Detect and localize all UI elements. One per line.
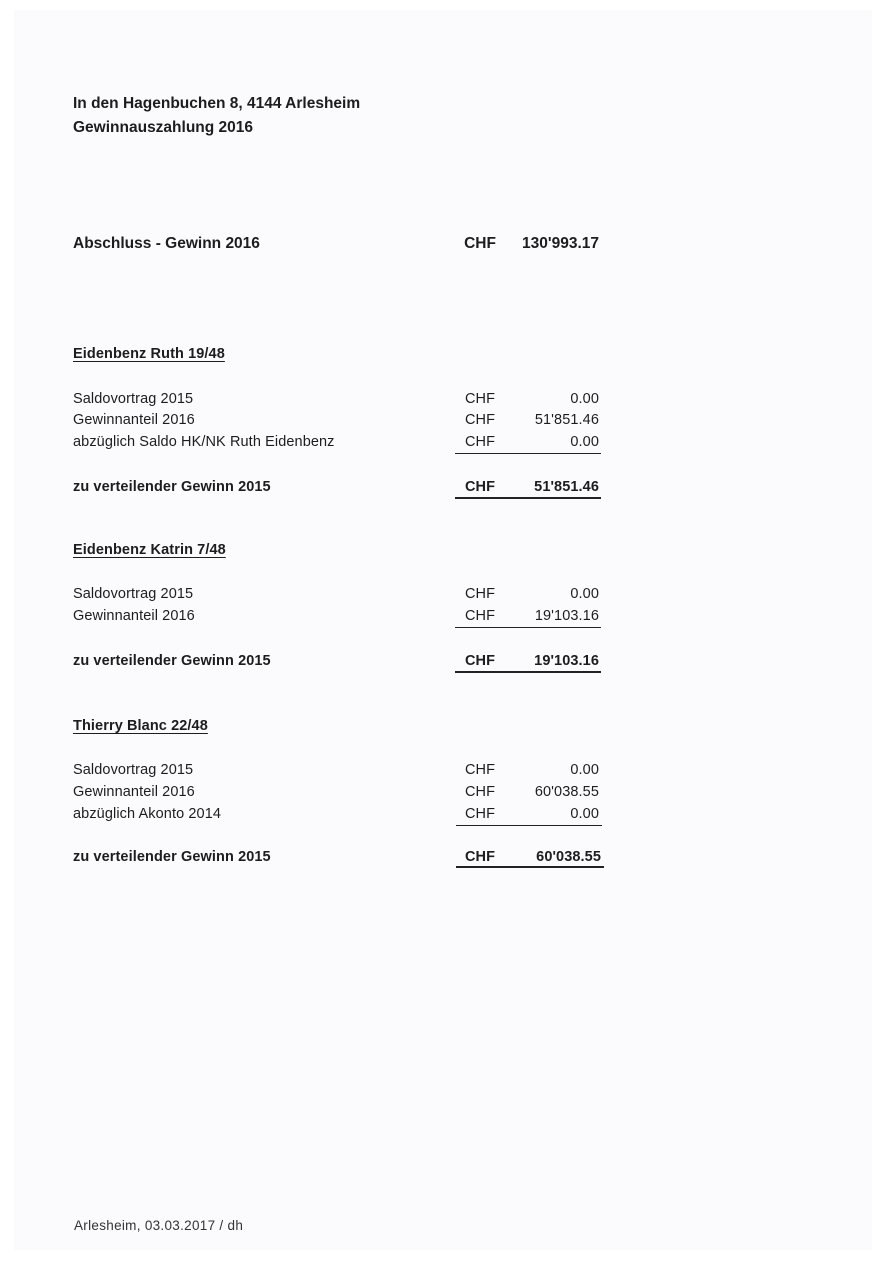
- row-currency: CHF: [464, 412, 496, 428]
- result-currency: CHF: [464, 479, 496, 495]
- row-label: Saldovortrag 2015: [73, 586, 194, 602]
- row-label: Saldovortrag 2015: [73, 762, 194, 778]
- result-amount: 60'038.55: [536, 849, 601, 865]
- row-amount: 0.00: [570, 806, 599, 822]
- total-label: Abschluss - Gewinn 2016: [73, 235, 260, 252]
- row-currency: CHF: [464, 762, 496, 778]
- document-address: In den Hagenbuchen 8, 4144 Arlesheim: [73, 95, 361, 112]
- result-currency: CHF: [464, 653, 496, 669]
- row-amount: 0.00: [570, 762, 599, 778]
- result-amount: 19'103.16: [534, 653, 599, 669]
- total-rule: [456, 866, 604, 868]
- sum-rule: [455, 627, 601, 628]
- row-label: Gewinnanteil 2016: [73, 412, 195, 428]
- row-label: Gewinnanteil 2016: [73, 784, 195, 800]
- section-title-ruth: Eidenbenz Ruth 19/48: [73, 346, 225, 362]
- row-label: Gewinnanteil 2016: [73, 608, 195, 624]
- row-amount: 0.00: [570, 586, 599, 602]
- total-rule: [455, 671, 601, 673]
- result-amount: 51'851.46: [534, 479, 599, 495]
- result-label: zu verteilender Gewinn 2015: [73, 479, 271, 495]
- result-currency: CHF: [464, 849, 496, 865]
- section-title-katrin: Eidenbenz Katrin 7/48: [73, 542, 226, 558]
- row-label: abzüglich Saldo HK/NK Ruth Eidenbenz: [73, 434, 335, 450]
- row-label: Saldovortrag 2015: [73, 391, 194, 407]
- row-amount: 51'851.46: [534, 412, 599, 428]
- row-amount: 60'038.55: [534, 784, 599, 800]
- row-currency: CHF: [464, 586, 496, 602]
- result-label: zu verteilender Gewinn 2015: [73, 653, 271, 669]
- row-label: abzüglich Akonto 2014: [73, 806, 222, 822]
- total-currency: CHF: [464, 235, 496, 252]
- section-title-thierry: Thierry Blanc 22/48: [73, 718, 208, 734]
- sum-rule: [455, 453, 601, 454]
- row-amount: 19'103.16: [534, 608, 599, 624]
- row-currency: CHF: [464, 391, 496, 407]
- row-amount: 0.00: [570, 391, 599, 407]
- row-currency: CHF: [464, 434, 496, 450]
- row-currency: CHF: [464, 806, 496, 822]
- row-amount: 0.00: [570, 434, 599, 450]
- document-page: [14, 10, 872, 1250]
- footer-place-date: Arlesheim, 03.03.2017 / dh: [74, 1218, 244, 1233]
- total-amount: 130'993.17: [522, 235, 599, 252]
- document-subject: Gewinnauszahlung 2016: [73, 119, 254, 136]
- sum-rule: [456, 825, 602, 826]
- result-label: zu verteilender Gewinn 2015: [73, 849, 271, 865]
- total-rule: [455, 497, 601, 499]
- row-currency: CHF: [464, 608, 496, 624]
- row-currency: CHF: [464, 784, 496, 800]
